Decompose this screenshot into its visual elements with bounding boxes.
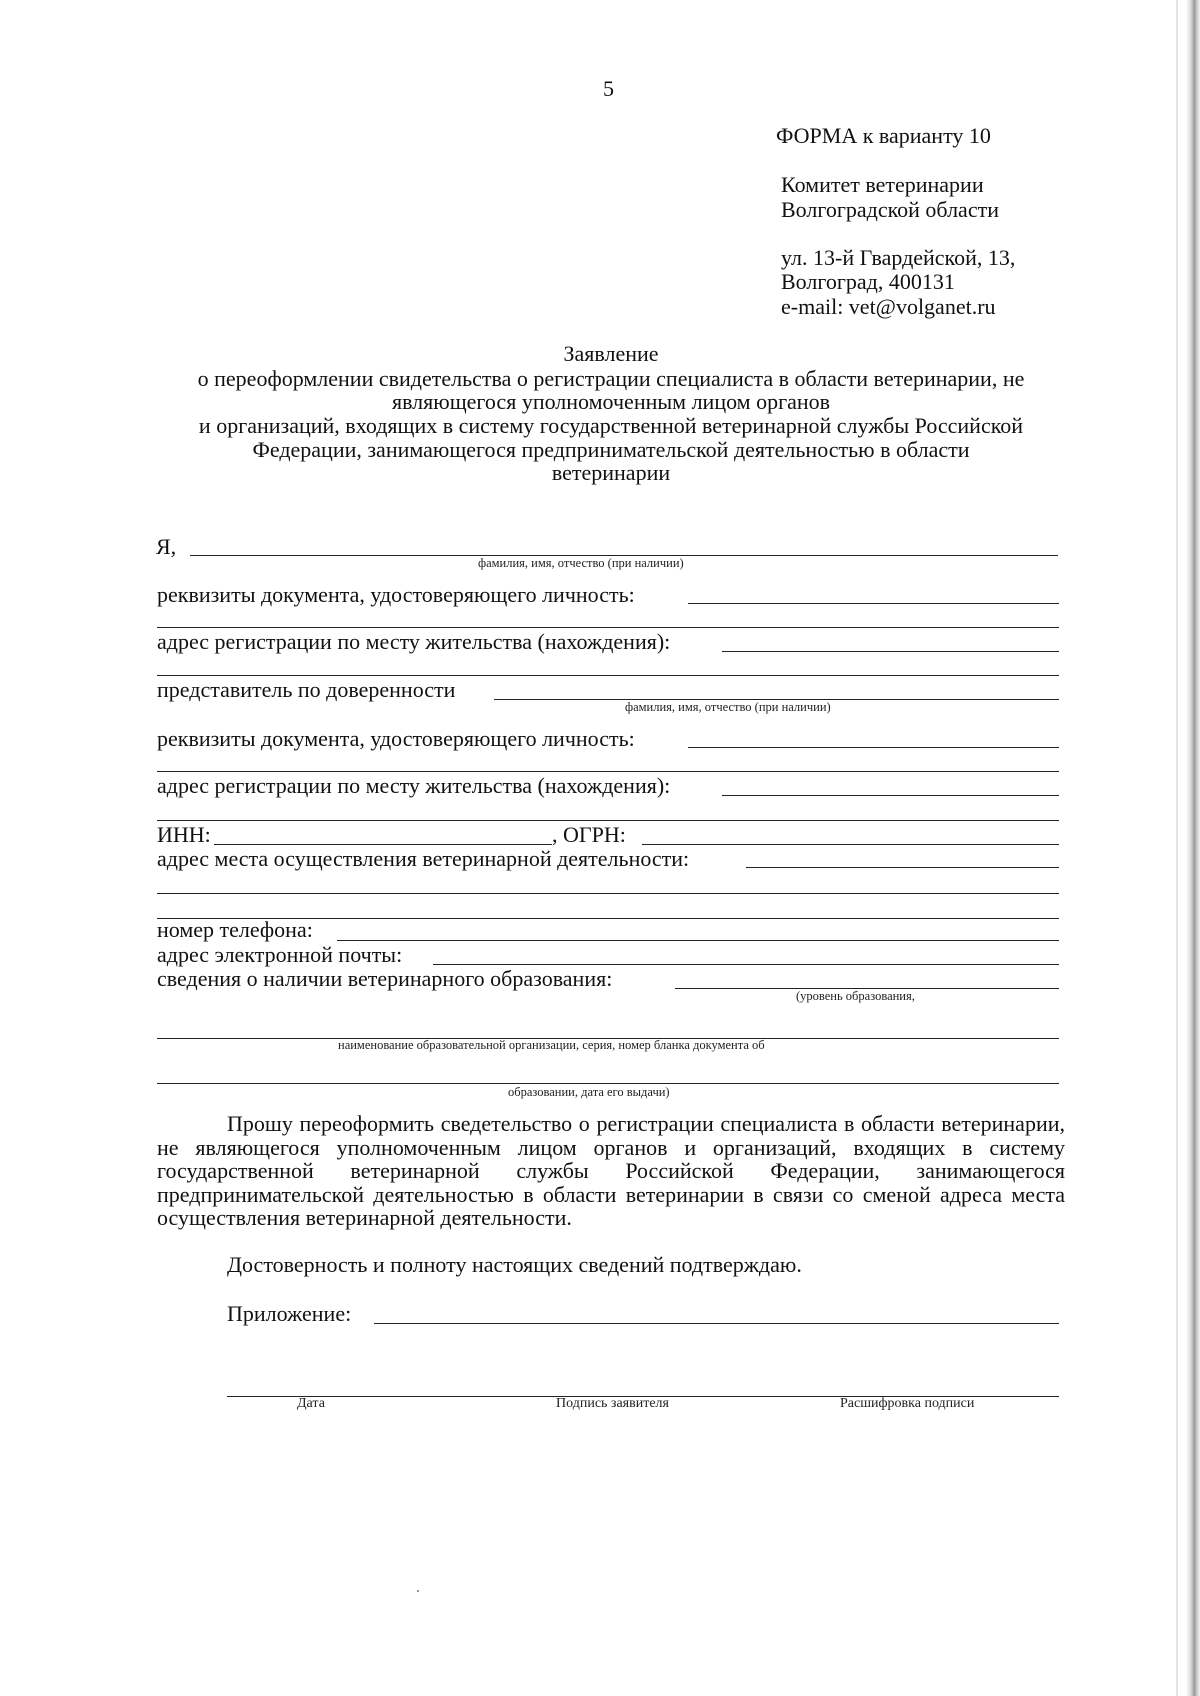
id-doc-field-continued[interactable] [157,627,1059,628]
signature-hint: Подпись заявителя [556,1396,669,1411]
inn-field[interactable] [214,844,552,845]
address-line-3: e-mail: vet@volganet.ru [781,294,996,319]
email-label: адрес электронной почты: [157,942,403,967]
title-line-2: являющегося уполномоченным лицом органов [391,389,831,414]
rep-reg-address-field-continued[interactable] [157,820,1059,821]
rep-id-doc-label: реквизиты документа, удостоверяющего личность: [157,726,635,751]
rep-fio-hint: фамилия, имя, отчество (при наличии) [625,700,831,714]
rep-reg-address-field[interactable] [722,795,1059,796]
reg-address-label: адрес регистрации по месту жительства (нахождения): [157,629,671,654]
phone-field[interactable] [337,940,1059,941]
education-level-hint: (уровень образования, [796,989,915,1003]
activity-address-field[interactable] [746,867,1059,868]
title-line-5: ветеринарии [551,460,671,485]
title-line-3: и организаций, входящих в систему государственной ветеринарной службы Российской [198,413,1024,438]
education-date-field[interactable] [157,1083,1059,1084]
title-heading: Заявление [563,341,659,366]
activity-address-label: адрес места осуществления ветеринарной деятельности: [157,846,690,871]
activity-address-field-2[interactable] [157,893,1059,894]
rep-reg-address-label: адрес регистрации по месту жительства (нахождения): [157,773,671,798]
education-date-hint: образовании, дата его выдачи) [508,1085,670,1099]
scan-edge [1186,0,1200,1696]
title-line-4: Федерации, занимающегося предпринимательской деятельностью в области [252,437,970,462]
recipient-line-1: Комитет ветеринарии [781,172,984,197]
reg-address-field[interactable] [722,651,1059,652]
scan-artifact [1176,0,1178,1696]
date-hint: Дата [297,1396,325,1411]
page-number: 5 [603,76,614,101]
education-org-hint: наименование образовательной организации, серия, номер бланка документа об [338,1038,765,1052]
i-label: Я, [156,534,177,559]
ogrn-label: , ОГРН: [552,822,626,847]
recipient-line-2: Волгоградской области [781,197,999,222]
ogrn-field[interactable] [642,844,1059,845]
rep-id-doc-field-continued[interactable] [157,771,1059,772]
id-doc-label: реквизиты документа, удостоверяющего личность: [157,582,635,607]
title-line-1: о переоформлении свидетельства о регистрации специалиста в области ветеринарии, не [197,366,1025,391]
attachment-label: Приложение: [227,1301,352,1326]
address-line-2: Волгоград, 400131 [781,269,955,294]
scan-speck [417,1590,419,1592]
form-header: ФОРМА к варианту 10 [776,123,991,148]
address-line-1: ул. 13-й Гвардейской, 13, [781,245,1016,270]
request-paragraph: Прошу переоформить сведетельство о регистрации специалиста в области ветеринарии, не являющегося уполномоченным лицом органов и организаций, входящих в систему государственной ветеринарной службы Российской Федерации, занимающегося предпринимательской деятельностью в области ветеринарии в связи со сменой адреса места осуществления ветеринарной деятельности. [157,1111,1065,1230]
id-doc-field[interactable] [688,603,1059,604]
inn-label: ИНН: [157,822,211,847]
representative-label: представитель по доверенности [157,677,456,702]
rep-id-doc-field[interactable] [688,747,1059,748]
phone-label: номер телефона: [157,917,313,942]
education-label: сведения о наличии ветеринарного образования: [157,966,613,991]
attachment-field[interactable] [374,1323,1059,1324]
email-field[interactable] [433,964,1059,965]
decoding-hint: Расшифровка подписи [840,1396,975,1411]
confirmation-text: Достоверность и полноту настоящих сведений подтверждаю. [227,1252,802,1277]
reg-address-field-continued[interactable] [157,675,1059,676]
fio-hint: фамилия, имя, отчество (при наличии) [478,556,684,570]
